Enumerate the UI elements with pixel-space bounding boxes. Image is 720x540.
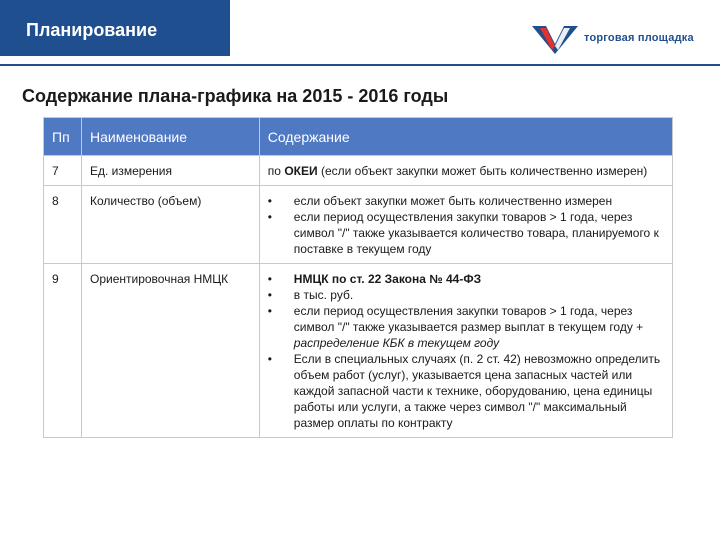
bullet-icon: •: [267, 272, 272, 286]
list-item-text: Если в специальных случаях (п. 2 ст. 42) невозможно определить объем работ (услуг), указывается цена запасных частей или каждой запасной части к технике, оборудованию, цена единицы работы или услуги, а также через символ "/" максимальный размер оплаты по контракту: [293, 352, 661, 430]
logo: [530, 22, 710, 54]
cell-num: 8: [44, 186, 82, 264]
cell-content: [259, 156, 672, 186]
list-item-text: НМЦК по ст. 22 Закона № 44-ФЗ: [293, 272, 482, 286]
bullet-list: [268, 271, 664, 431]
logo-text: торговая площадка: [584, 32, 694, 44]
list-item-text: если период осуществления закупки товаров > 1 года, через символ "/" также указывается размер выплат в текущем году +: [293, 304, 644, 334]
bullet-icon: •: [267, 288, 272, 302]
cell-num: 7: [44, 156, 82, 186]
header-title: Планирование: [26, 20, 158, 40]
bullet-icon: •: [267, 352, 272, 366]
list-item-text: в тыс. руб.: [293, 288, 354, 302]
logo-mark-icon: [530, 22, 580, 56]
list-item: [268, 303, 664, 351]
slide-header: [0, 0, 720, 60]
kbk-note: распределение КБК в текущем году: [293, 336, 500, 350]
table-row: [44, 186, 673, 264]
column-header-name: Наименование: [81, 118, 259, 156]
content-text: по: [267, 164, 285, 178]
cell-name: Ед. измерения: [81, 156, 259, 186]
content-text: (если объект закупки может быть количественно измерен): [317, 164, 648, 178]
plan-table: [43, 117, 673, 438]
cell-content: [259, 264, 672, 438]
list-item-text: если объект закупки может быть количественно измерен: [293, 194, 613, 208]
bullet-icon: •: [267, 304, 272, 318]
list-item: [268, 351, 664, 431]
cell-name: Количество (объем): [81, 186, 259, 264]
cell-name: Ориентировочная НМЦК: [81, 264, 259, 438]
list-item-text: если период осуществления закупки товаров > 1 года, через символ "/" также указывается количество товара, планируемого к поставке в текущем году: [293, 210, 659, 256]
slide-subtitle: Содержание плана-графика на 2015 - 2016 годы: [22, 86, 449, 106]
column-header-content: Содержание: [259, 118, 672, 156]
okei-term: ОКЕИ: [284, 164, 318, 178]
list-item: [268, 209, 664, 257]
table-header-row: [44, 118, 673, 156]
table-row: [44, 264, 673, 438]
list-item: [268, 271, 664, 287]
column-header-num: Пп: [44, 118, 82, 156]
list-item: [268, 287, 664, 303]
header-bar: [0, 0, 230, 56]
header-rule: [0, 64, 720, 66]
bullet-list: [268, 193, 664, 257]
bullet-icon: •: [267, 210, 272, 224]
bullet-icon: •: [267, 194, 272, 208]
cell-num: 9: [44, 264, 82, 438]
list-item: [268, 193, 664, 209]
cell-content: [259, 186, 672, 264]
table-row: [44, 156, 673, 186]
